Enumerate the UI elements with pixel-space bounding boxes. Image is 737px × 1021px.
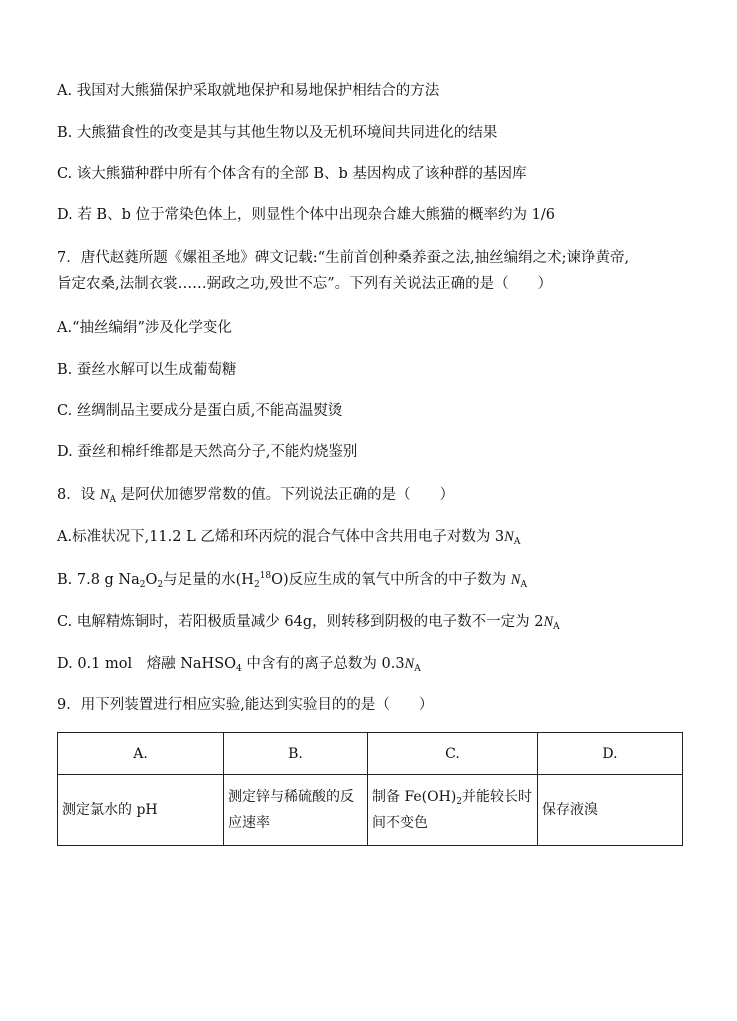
q7-stem-line2: 旨定农桑,法制衣裳……弼政之功,殁世不忘”。下列有关说法正确的是（ ） (57, 276, 553, 292)
avogadro-symbol: N (99, 487, 110, 503)
table-header-a: A. (58, 733, 224, 775)
subscript: 2 (139, 580, 146, 590)
subscript: 2 (253, 580, 260, 590)
q6-option-b: B. 大熊猫食性的改变是其与其他生物以及无机环境间共同进化的结果 (57, 125, 498, 141)
subscript: 2 (456, 797, 463, 807)
q8-stem (57, 485, 454, 505)
superscript: 18 (259, 571, 272, 581)
q8-option-b-text2: O (145, 572, 158, 588)
q8-option-a-text: A.标准状况下,11.2 L 乙烯和环丙烷的混合气体中含共用电子对数为 3 (57, 529, 505, 545)
q7-stem-line1: 7．唐代赵蕤所题《嫘祖圣地》碑文记载:“生前首创种桑养蚕之法,抽丝编绢之术;谏诤黄帝, (57, 250, 630, 266)
q6-option-c: C. 该大熊猫种群中所有个体含有的全部 B、b 基因构成了该种群的基因库 (57, 166, 527, 182)
table-header-b: B. (224, 733, 368, 775)
table-cell-d: 保存液溴 (538, 775, 683, 846)
subscript: 2 (157, 580, 164, 590)
q8-option-b (57, 570, 527, 590)
q7-option-a: A.“抽丝编绢”涉及化学变化 (57, 320, 232, 336)
cell-c-text1: 制备 Fe(OH) (372, 789, 457, 805)
q8-option-b-text3: 与足量的水(H (163, 572, 254, 588)
cell-c-text2: 并能较长时间不变色 (372, 789, 533, 831)
q8-option-b-text4: O)反应生成的氧气中所含的中子数为 (271, 572, 511, 588)
table-cell-c (368, 775, 538, 846)
avogadro-subscript: A (109, 495, 117, 505)
q7-option-b: B. 蚕丝水解可以生成葡萄糖 (57, 362, 237, 378)
q6-option-d: D. 若 B、b 位于常染色体上，则显性个体中出现杂合雄大熊猫的概率约为 1/6 (57, 207, 555, 223)
q8-option-d-text1: D. 0.1 mol 熔融 NaHSO (57, 656, 237, 672)
q9-stem: 9．用下列装置进行相应实验,能达到实验目的的是（ ） (57, 697, 434, 713)
q7-option-d: D. 蚕丝和棉纤维都是天然高分子,不能灼烧鉴别 (57, 444, 358, 460)
table-row (58, 775, 683, 846)
q8-option-d (57, 654, 421, 674)
q8-option-c-text: C. 电解精炼铜时，若阳极质量减少 64g，则转移到阴极的电子数不一定为 2 (57, 614, 544, 630)
avogadro-symbol: N (543, 614, 554, 630)
q8-stem-prefix: 8．设 (57, 487, 100, 503)
avogadro-symbol: N (404, 656, 415, 672)
avogadro-subscript: A (513, 537, 521, 547)
table-header-d: D. (538, 733, 683, 775)
q8-option-d-text2: 中含有的离子总数为 0.3 (241, 656, 405, 672)
subscript: 4 (236, 664, 242, 674)
avogadro-subscript: A (520, 580, 527, 590)
avogadro-symbol: N (510, 572, 521, 588)
q9-options-table (57, 732, 683, 846)
avogadro-symbol: N (504, 529, 514, 545)
q6-option-a: A. 我国对大熊猫保护采取就地保护和易地保护相结合的方法 (57, 83, 440, 99)
q8-option-c (57, 612, 560, 632)
q8-option-a (57, 527, 520, 547)
table-header-row (58, 733, 683, 775)
avogadro-subscript: A (553, 622, 560, 632)
q8-stem-suffix: 是阿伏加德罗常数的值。下列说法正确的是（ ） (116, 487, 455, 503)
table-cell-a: 测定氯水的 pH (58, 775, 224, 846)
q7-option-c: C. 丝绸制品主要成分是蛋白质,不能高温熨烫 (57, 403, 343, 419)
table-cell-b: 测定锌与稀硫酸的反应速率 (224, 775, 368, 846)
q8-option-b-text1: B. 7.8 g Na (57, 572, 140, 588)
table-header-c: C. (368, 733, 538, 775)
avogadro-subscript: A (414, 664, 421, 674)
